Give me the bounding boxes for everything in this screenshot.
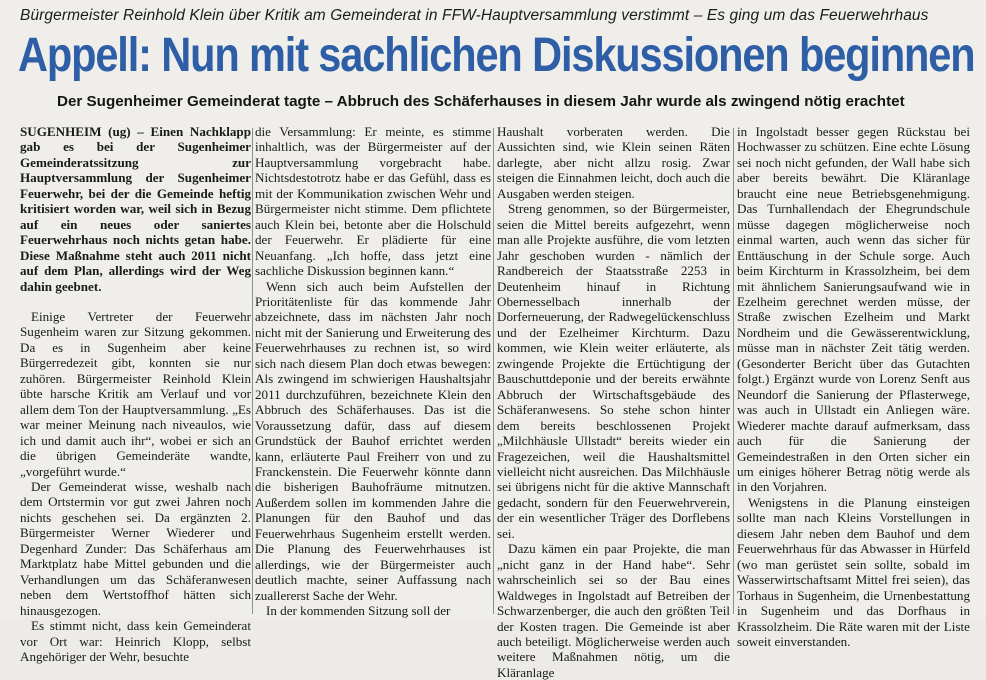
article-column-2 bbox=[255, 124, 491, 618]
column-divider bbox=[252, 128, 253, 614]
headline: Appell: Nun mit sachlichen Diskussionen beginnen bbox=[18, 29, 975, 82]
body-paragraph: Dazu kämen ein paar Projekte, die man „nicht ganz in der Hand habe“. Sehr wahrscheinlich sei so der Bau eines Waldweges in Ingolstadt auf Betreiben der Schwarzenberger, die auch den größten Teil der Kosten tragen. Die Gemeinde ist aber auch beteiligt. Möglicherweise werden auch weitere Maßnahmen nötig, um die Kläranlage bbox=[497, 541, 730, 680]
article-column-3 bbox=[497, 124, 730, 680]
body-paragraph: Wenn sich auch beim Aufstellen der Prioritätenliste für das kommende Jahr abzeichnete, dass im nächsten Jahr noch nicht mit der Sanierung und Erweiterung des Feuerwehrhauses zu rechnen ist, so wird sich nach diesem Plan doch etwas bewegen: Als zwingend im schwierigen Haushaltsjahr 2011 durchzuführen, bezeichnete Klein den Abbruch des Schäferhauses. Das ist die Voraussetzung dafür, dass auf diesem Grundstück der Bauhof errichtet werden kann, erläuterte Paul Freiherr von und zu Franckenstein. Die Feuerwehr könnte dann die bisherigen Bauhofräume mitnutzen. Außerdem sollen im kommenden Jahre die Planungen für den Bauhof und das Feuerwehrhaus Sugenheim erstellt werden. Die Planung des Feuerwehrhauses ist allerdings, wie der Bürgermeister auch deutlich machte, seiner Auffassung nach zuallererst Sache der Wehr. bbox=[255, 278, 491, 603]
body-paragraph: In der kommenden Sitzung soll der bbox=[266, 603, 451, 619]
article-column-4 bbox=[737, 124, 970, 649]
body-paragraph: Wenigstens in die Planung einsteigen sollte man nach Kleins Vorstellungen in diesem Jahr neben dem Bauhof und dem Feuerwehrhaus für das Abwasser in Hürfeld (wo man gerüstet sein sollte, sobald im Wasserwirtschaftsamt Mittel frei seien), das Torhaus in Sugenheim, die Urnenbestattung in Sugenheim und das Dorfhaus in Krassolzheim. Die Räte waren mit der Liste soweit einverstanden. bbox=[737, 494, 970, 649]
column-divider bbox=[733, 128, 734, 614]
article-column-1 bbox=[20, 124, 251, 664]
body-paragraph: Es stimmt nicht, dass kein Gemeinderat vor Ort war: Heinrich Klopp, selbst Angehöriger der Wehr, besuchte bbox=[20, 618, 251, 664]
body-paragraph: Streng genommen, so der Bürgermeister, seien die Mittel bereits aufgezehrt, wenn man alle Projekte ausführe, die vom letzten Jahr geschoben wurden - nämlich der Randbereich der Staatsstraße 2253 in Deutenheim hinauf in Richtung Obernesselbach innerhalb der Dorferneuerung, der Radwegelückenschluss und der Ezelheimer Kirchturm. Dazu kommen, wie Klein weiter erläuterte, als zwingende Projekte die Ertüchtigung der Bauschuttdeponie und der bereits erwähnte Abbruch der Wirtschaftsgebäude des Schäferanwesens. So stehe schon hinter dem bereits beschlossenen Projekt „Milchhäusle Ullstadt“ bereits wieder ein Fragezeichen, weil die Haushaltsmittel vielleicht nicht ausreichen. Das Milchhäusle sei übrigens nicht für die aktive Mannschaft gedacht, sondern für den Feuerwehrverein, der ein wesentlicher Träger des Dorflebens sei. bbox=[497, 201, 730, 541]
body-paragraph: Haushalt vorberaten werden. Die Aussichten sind, wie Klein seinen Räten darlegte, aber nicht allzu rosig. Zwar steigen die Einnahmen leicht, doch auch die Ausgaben werden steigen. bbox=[497, 124, 730, 201]
column-divider bbox=[493, 128, 494, 614]
body-paragraph: in Ingolstadt besser gegen Rückstau bei Hochwasser zu schützen. Eine echte Lösung sei noch nicht gefunden, der Wall habe sich aber bereits bewährt. Die Kläranlage braucht eine neue Betriebsgenehmigung. Das Turnhallendach der Ehegrundschule müsse dagegen möglicherweise noch einmal warten, auch wenn das sicher für Enttäuschung in der Schule sorge. Auch beim Kirchturm in Krassolzheim, bei dem mit ähnlichem Sanierungsaufwand wie in Ezelheim gerechnet werden müsse, der Straße zwischen Ezelheim und Markt Nordheim und die Gewässerentwicklung, müsse man in nächster Zeit tätig werden.(Gesonderter Bericht über das Gutachten folgt.) Ergänzt wurde von Lorenz Senft aus Neundorf die Sanierung der Pflasterwege, was auch in Ullstadt ein Anliegen wäre. Wiederer machte darauf aufmerksam, dass auch für die Sanierung der Gemeindestraßen in den Orten sicher ein um einiges höherer Betrag nötig werde als in den Vorjahren. bbox=[737, 124, 970, 495]
body-paragraph: Einige Vertreter der Feuerwehr Sugenheim waren zur Sitzung gekommen. Da es in Sugenheim aber keine Bürgerredezeit gibt, konnten sie nur zuhören. Bürgermeister Reinhold Klein übte harsche Kritik am Verlauf und vor allem dem Ton der Hauptversammlung. „Es war meiner Meinung nach niveaulos, wie ich und damit auch ihr“, wobei er sich an die übrigen Gemeinderäte wandte, „vorgeführt wurde.“ bbox=[20, 308, 251, 479]
subheadline: Der Sugenheimer Gemeinderat tagte – Abbruch des Schäferhauses in diesem Jahr wurde als zwingend nötig erachtet bbox=[57, 93, 905, 110]
body-paragraph: die Versammlung: Er meinte, es stimme inhaltlich, was der Bürgermeister auf der Hauptversammlung vorgebracht habe. Nichtsdestotrotz habe er das Gefühl, dass es mit der Kommunikation zwischen Wehr und Bürgermeister nicht stimme. Dem pflichtete auch Klein bei, betonte aber die Holschuld der Feuerwehr. Er plädierte für eine Neuanfang. „Ich hoffe, dass jetzt eine sachliche Diskussion beginnen kann.“ bbox=[255, 124, 491, 279]
lead-paragraph: SUGENHEIM (ug) – Einen Nachklapp gab es bei der Sugenheimer Gemeinderatssitzung zur Hauptversammlung der Sugenheimer Feuerwehr, bei der die Gemeinde heftig kritisiert worden war, weil sich in Bezug auf ein neues oder saniertes Feuerwehrhaus noch nichts getan habe. Diese Maßnahme steht auch 2011 nicht auf dem Plan, allerdings wird der Weg dahin geebnet. bbox=[20, 124, 251, 294]
kicker-line: Bürgermeister Reinhold Klein über Kritik am Gemeinderat in FFW-Hauptversammlung verstimmt – Es ging um das Feuerwehrhaus bbox=[20, 7, 929, 24]
body-paragraph: Der Gemeinderat wisse, weshalb nach dem Ortstermin vor gut zwei Jahren noch nichts geschehen sei. Da ergänzten 2. Bürgermeister Werner Wiederer und Degenhard Zunder: Das Schäferhaus am Marktplatz habe Mittel gebunden und die Verhandlungen um das Schäferanwesen neben dem Wertstoffhof hätten sich hinausgezogen. bbox=[20, 478, 251, 618]
